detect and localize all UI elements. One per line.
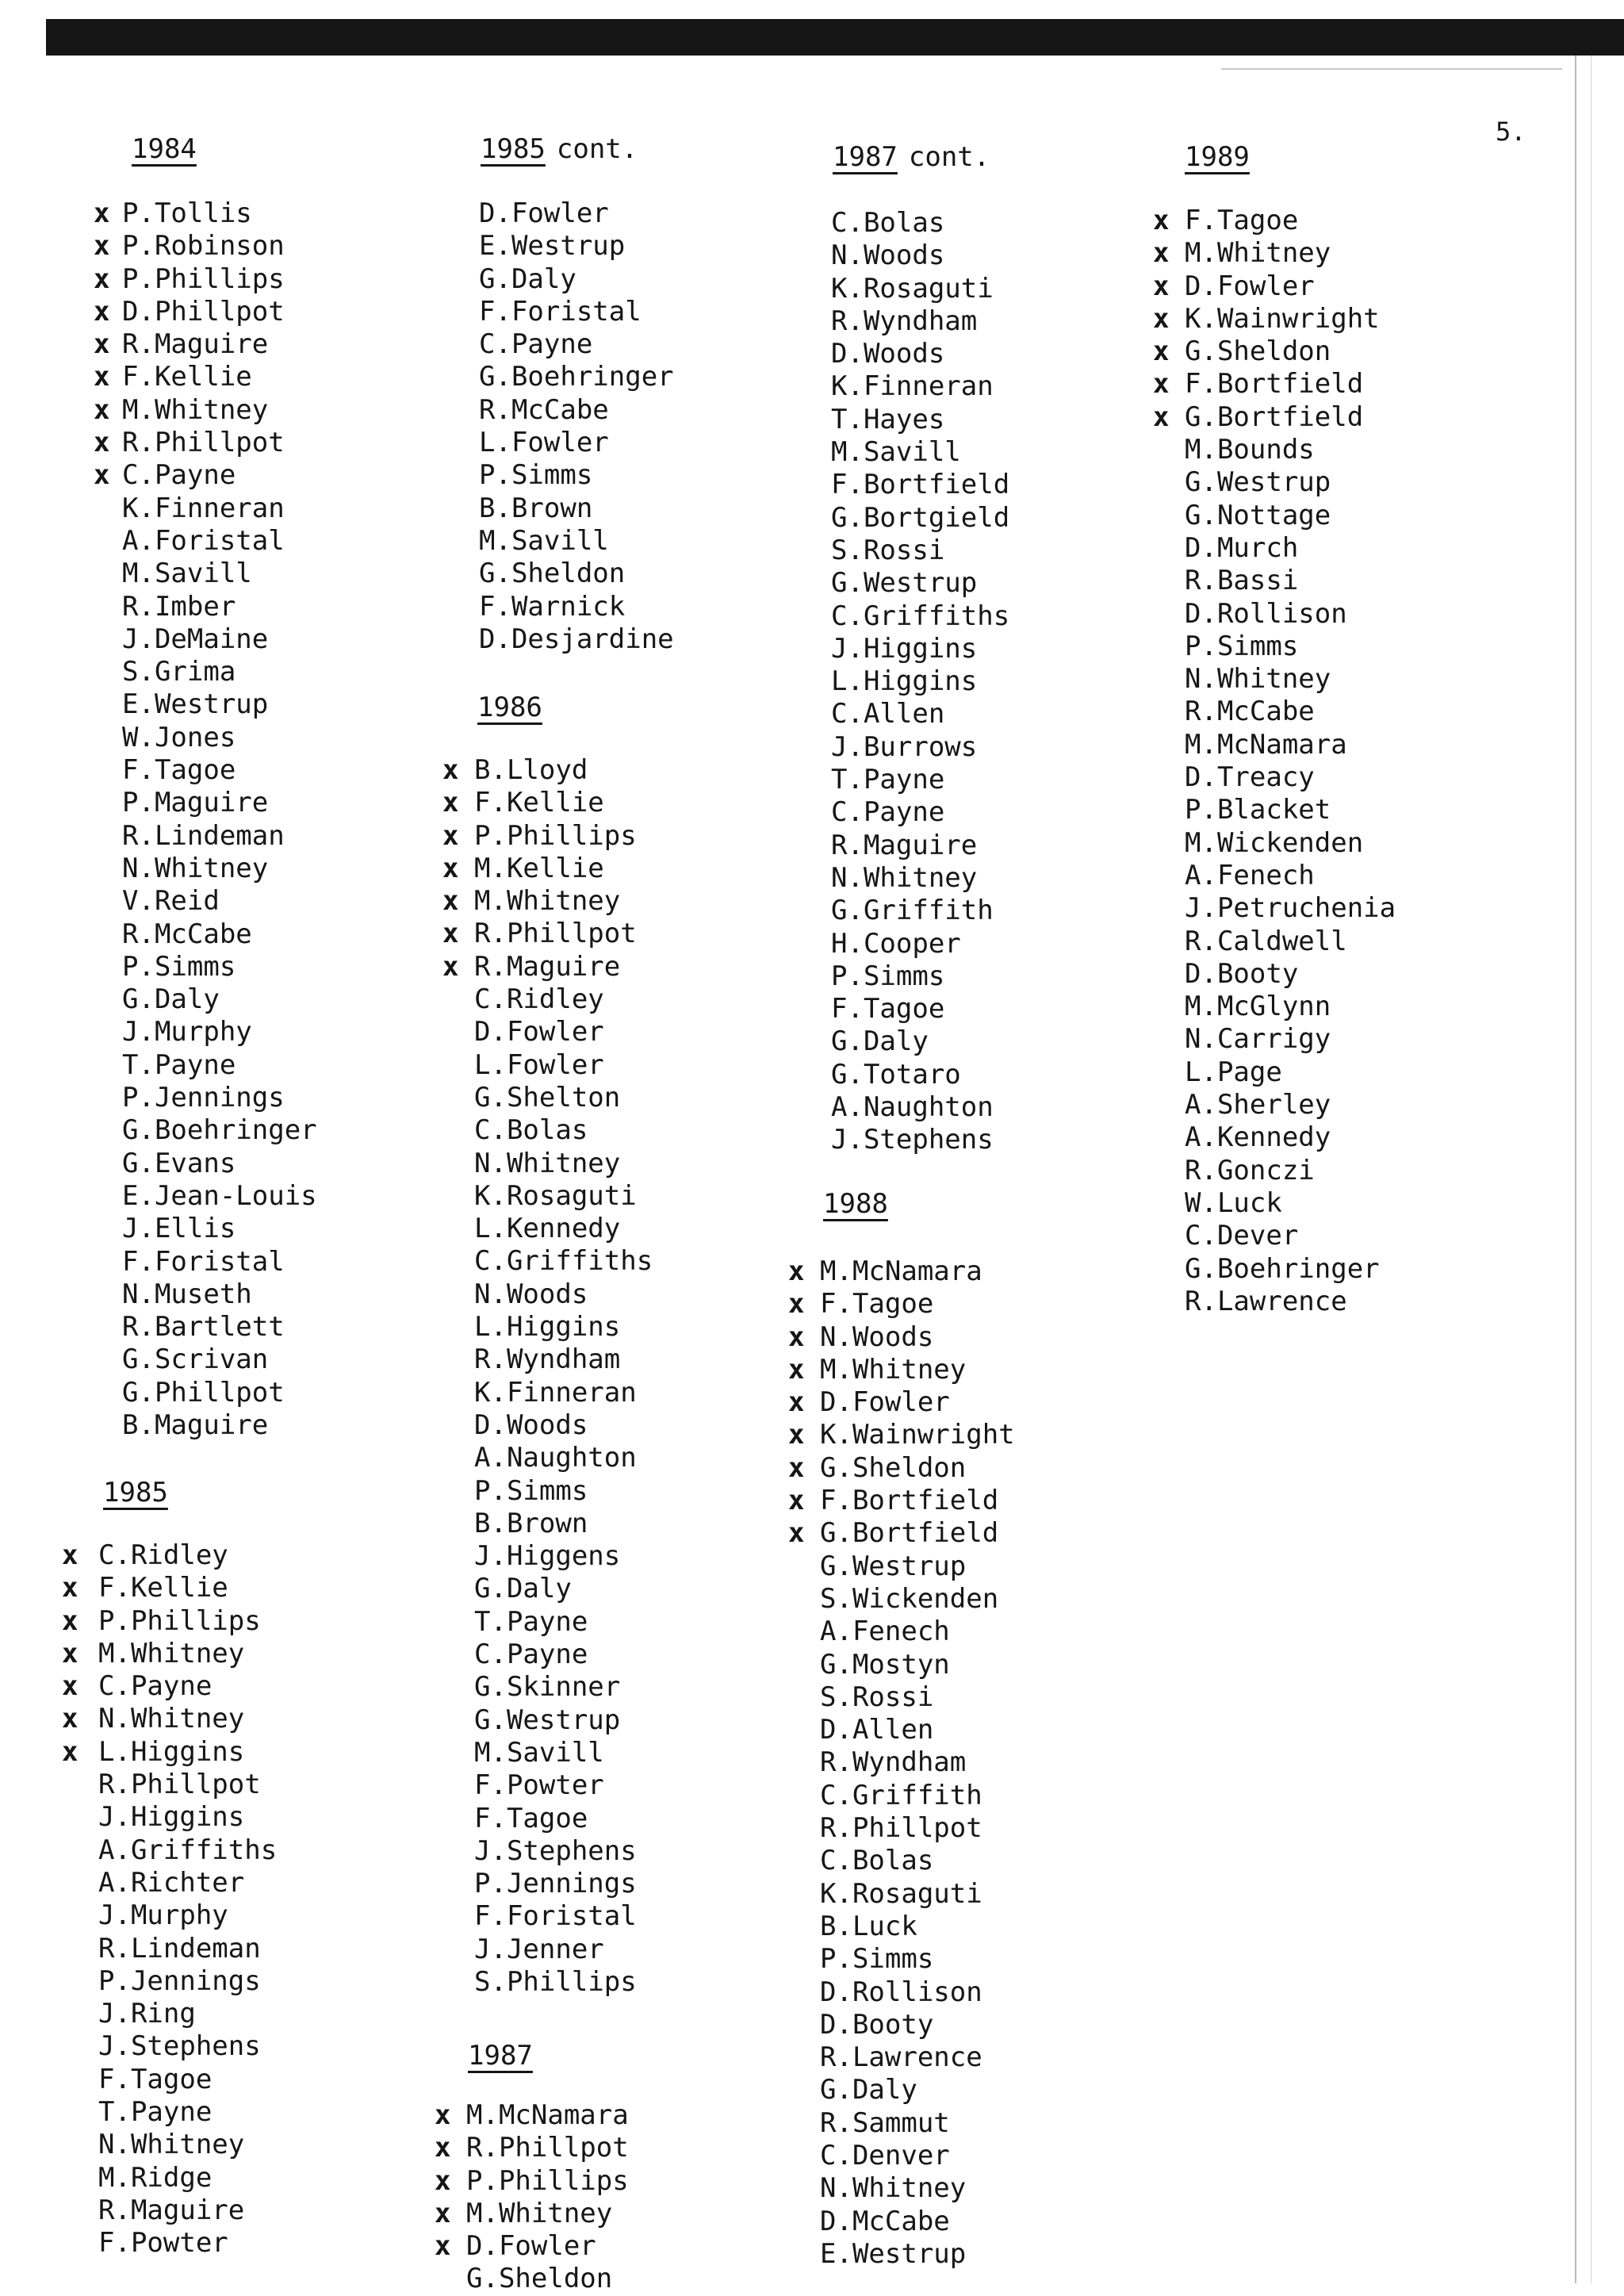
x-mark: x xyxy=(788,1485,805,1517)
member-name: S.Wickenden xyxy=(820,1582,999,1615)
member-name: F.Kellie xyxy=(122,361,252,393)
member-name: R.Phillpot xyxy=(820,1812,982,1845)
member-name: J.DeMaine xyxy=(122,623,269,655)
member-name: D.Woods xyxy=(474,1409,588,1441)
x-mark: x xyxy=(94,328,110,361)
member-name: D.Fowler xyxy=(474,1016,604,1048)
x-mark: x xyxy=(62,1735,79,1768)
member-name: L.Higgins xyxy=(98,1735,245,1768)
member-name: F.Foristal xyxy=(474,1900,637,1933)
member-name: K.Rosaguti xyxy=(474,1179,637,1212)
member-name: R.Gonczi xyxy=(1185,1154,1315,1186)
member-name: G.Westrup xyxy=(831,567,978,600)
x-mark: x xyxy=(435,2197,451,2229)
member-name: C.Ridley xyxy=(474,983,604,1016)
member-name: K.Finneran xyxy=(122,492,285,524)
member-name: R.Lindeman xyxy=(122,819,285,852)
x-mark: x xyxy=(94,393,110,426)
member-name: F.Warnick xyxy=(479,590,626,623)
member-name: C.Denver xyxy=(820,2140,950,2172)
member-name: D.Desjardine xyxy=(479,623,674,655)
x-mark: x xyxy=(788,1320,805,1353)
x-mark: x xyxy=(62,1670,79,1703)
member-name: G.Mostyn xyxy=(820,1648,950,1681)
member-name: D.Fowler xyxy=(820,1386,950,1419)
member-name: G.Griffith xyxy=(831,895,994,927)
year-label: 1984 xyxy=(132,133,197,165)
member-name: F.Tagoe xyxy=(820,1288,934,1320)
x-mark: x xyxy=(788,1288,805,1320)
member-name: M.Savill xyxy=(474,1736,604,1769)
member-name: J.Burrows xyxy=(831,730,978,763)
member-name: R.Maguire xyxy=(474,950,621,983)
member-name: J.Murphy xyxy=(122,1016,252,1048)
member-name: R.Wyndham xyxy=(820,1746,967,1779)
member-name: R.Maguire xyxy=(831,829,978,861)
x-mark: x xyxy=(435,2132,451,2164)
member-name: R.Maguire xyxy=(122,328,269,361)
x-mark: x xyxy=(442,885,459,918)
member-name: A.Richter xyxy=(98,1866,245,1899)
x-mark: x xyxy=(94,459,110,492)
member-name: R.McCabe xyxy=(122,918,252,950)
member-name: M.Ridge xyxy=(98,2161,213,2194)
member-name: M.McGlynn xyxy=(1185,991,1331,1023)
year-label: 1987 xyxy=(468,2040,533,2072)
member-name: G.Totaro xyxy=(831,1058,961,1091)
year-heading xyxy=(468,2040,533,2072)
x-mark: x xyxy=(442,754,459,786)
member-name: G.Nottage xyxy=(1185,499,1331,531)
member-name: C.Bolas xyxy=(831,207,945,239)
member-name: C.Payne xyxy=(98,1670,213,1703)
member-name: S.Rossi xyxy=(831,534,945,566)
member-name: M.Whitney xyxy=(98,1637,245,1669)
member-name: G.Bortfield xyxy=(1185,401,1364,433)
scan-smudge xyxy=(1221,68,1562,70)
member-name: R.Phillpot xyxy=(466,2132,629,2164)
member-name: P.Phillips xyxy=(466,2164,629,2197)
member-name: K.Finneran xyxy=(474,1376,637,1409)
year-label: 1988 xyxy=(823,1188,888,1220)
year-heading xyxy=(823,1188,888,1220)
member-name: D.Woods xyxy=(831,338,945,370)
member-name: F.Tagoe xyxy=(1185,205,1299,236)
member-name: N.Museth xyxy=(122,1278,252,1310)
member-name: C.Ridley xyxy=(98,1539,228,1571)
member-name: T.Hayes xyxy=(831,403,945,435)
member-name: R.Maguire xyxy=(98,2194,245,2226)
member-name: W.Jones xyxy=(122,721,236,753)
member-name: J.Stephens xyxy=(98,2030,261,2063)
member-name: G.Sheldon xyxy=(1185,335,1331,368)
member-name: D.Booty xyxy=(820,2008,934,2041)
member-name: N.Whitney xyxy=(98,2129,245,2161)
member-name: G.Boehringer xyxy=(122,1114,317,1147)
member-name: B.Luck xyxy=(820,1910,917,1942)
member-name: F.Kellie xyxy=(98,1572,228,1604)
member-name: B.Lloyd xyxy=(474,754,588,786)
member-name: G.Daly xyxy=(820,2074,917,2106)
continued-label: cont. xyxy=(908,141,990,173)
member-name: L.Page xyxy=(1185,1056,1282,1088)
member-name: V.Reid xyxy=(122,885,220,918)
member-name: J.Stephens xyxy=(474,1834,637,1867)
member-name: M.Whitney xyxy=(122,393,269,426)
member-name: B.Brown xyxy=(474,1507,588,1539)
member-name: L.Fowler xyxy=(479,427,609,459)
member-name: D.Fowler xyxy=(1185,270,1315,302)
member-name: M.McNamara xyxy=(1185,728,1347,761)
member-name: C.Payne xyxy=(479,328,593,361)
member-name: E.Jean-Louis xyxy=(122,1179,317,1212)
member-name: A.Griffiths xyxy=(98,1834,278,1866)
member-name: F.Bortfield xyxy=(1185,368,1364,401)
member-name: F.Kellie xyxy=(474,787,604,819)
member-name: N.Whitney xyxy=(831,861,978,894)
year-heading xyxy=(481,133,638,165)
member-name: M.Savill xyxy=(831,436,961,469)
member-name: G.Sheldon xyxy=(820,1451,967,1484)
member-name: M.Whitney xyxy=(820,1353,967,1386)
member-name: F.Foristal xyxy=(122,1245,285,1278)
member-name: T.Payne xyxy=(831,764,945,796)
member-name: A.Kennedy xyxy=(1185,1121,1331,1154)
member-name: D.Fowler xyxy=(466,2230,596,2263)
x-mark: x xyxy=(788,1451,805,1484)
member-name: C.Dever xyxy=(1185,1220,1299,1252)
member-name: L.Fowler xyxy=(474,1048,604,1081)
x-mark: x xyxy=(94,197,110,229)
x-mark: x xyxy=(1153,302,1170,335)
member-name: D.McCabe xyxy=(820,2205,950,2237)
x-mark: x xyxy=(442,787,459,819)
member-name: W.Luck xyxy=(1185,1186,1282,1219)
x-mark: x xyxy=(1153,368,1170,401)
x-mark: x xyxy=(62,1539,79,1571)
page-edge xyxy=(1575,56,1591,2283)
member-name: F.Powter xyxy=(98,2227,228,2260)
member-name: E.Westrup xyxy=(479,230,626,263)
x-mark: x xyxy=(788,1419,805,1451)
member-name: P.Tollis xyxy=(122,197,252,229)
x-mark: x xyxy=(94,427,110,459)
member-name: G.Daly xyxy=(831,1025,929,1058)
x-mark: x xyxy=(62,1604,79,1637)
member-name: R.Bartlett xyxy=(122,1311,285,1343)
year-heading xyxy=(103,1477,168,1508)
member-name: N.Woods xyxy=(474,1278,588,1310)
member-name: N.Whitney xyxy=(122,852,269,884)
x-mark: x xyxy=(788,1386,805,1419)
year-heading xyxy=(477,692,542,723)
member-name: A.Fenech xyxy=(1185,859,1315,891)
x-mark: x xyxy=(788,1517,805,1550)
member-name: T.Payne xyxy=(474,1605,588,1638)
member-name: M.Bounds xyxy=(1185,434,1315,466)
member-name: D.Allen xyxy=(820,1714,934,1746)
member-name: C.Payne xyxy=(474,1639,588,1671)
member-name: S.Rossi xyxy=(820,1681,934,1713)
member-name: M.McNamara xyxy=(466,2099,629,2131)
member-name: F.Powter xyxy=(474,1769,604,1802)
member-name: G.Westrup xyxy=(1185,466,1331,499)
member-name: M.Kellie xyxy=(474,852,604,884)
member-name: P.Jennings xyxy=(122,1082,285,1114)
member-name: C.Payne xyxy=(122,459,236,492)
member-name: N.Whitney xyxy=(474,1147,621,1179)
member-name: N.Whitney xyxy=(1185,663,1331,696)
member-name: R.Imber xyxy=(122,590,236,623)
member-name: G.Daly xyxy=(479,263,576,295)
member-name: P.Robinson xyxy=(122,230,285,263)
member-name: P.Simms xyxy=(474,1474,588,1507)
year-label: 1989 xyxy=(1185,141,1250,173)
scan-top-bar xyxy=(46,19,1624,56)
member-name: H.Cooper xyxy=(831,927,961,960)
member-name: L.Kennedy xyxy=(474,1213,621,1245)
member-name: R.Wyndham xyxy=(831,305,978,337)
member-name: G.Westrup xyxy=(820,1550,967,1582)
member-name: K.Finneran xyxy=(831,370,994,403)
member-name: C.Allen xyxy=(831,698,945,730)
member-name: P.Jennings xyxy=(98,1964,261,1997)
member-name: G.Westrup xyxy=(474,1704,621,1736)
member-name: C.Bolas xyxy=(474,1114,588,1147)
member-name: R.Phillpot xyxy=(474,918,637,950)
page-number: 5. xyxy=(1496,117,1526,147)
x-mark: x xyxy=(788,1255,805,1287)
year-heading xyxy=(833,141,990,173)
member-name: M.Whitney xyxy=(466,2197,613,2229)
member-name: G.Evans xyxy=(122,1147,236,1179)
year-label: 1986 xyxy=(477,692,542,723)
x-mark: x xyxy=(435,2099,451,2131)
member-name: N.Woods xyxy=(831,240,945,272)
member-name: M.Savill xyxy=(122,558,252,590)
member-name: L.Higgins xyxy=(831,665,978,698)
member-name: N.Woods xyxy=(820,1320,934,1353)
member-name: N.Whitney xyxy=(98,1703,245,1735)
member-name: P.Simms xyxy=(820,1943,934,1976)
continued-label: cont. xyxy=(556,133,638,165)
member-name: S.Grima xyxy=(122,656,236,688)
x-mark: x xyxy=(94,361,110,393)
member-name: P.Phillips xyxy=(98,1604,261,1637)
member-name: D.Phillpot xyxy=(122,295,285,328)
member-name: D.Fowler xyxy=(479,197,609,229)
member-name: D.Murch xyxy=(1185,531,1299,564)
member-name: B.Brown xyxy=(479,492,593,524)
member-name: J.Petruchenia xyxy=(1185,892,1396,925)
member-name: C.Griffith xyxy=(820,1779,982,1811)
member-name: P.Maguire xyxy=(122,787,269,819)
member-name: R.Caldwell xyxy=(1185,925,1347,957)
x-mark: x xyxy=(94,263,110,295)
x-mark: x xyxy=(94,295,110,328)
member-name: M.McNamara xyxy=(820,1255,982,1287)
member-name: R.Lawrence xyxy=(820,2041,982,2074)
member-name: F.Tagoe xyxy=(122,754,236,787)
member-name: P.Simms xyxy=(122,950,236,983)
x-mark: x xyxy=(94,230,110,263)
x-mark: x xyxy=(435,2230,451,2263)
x-mark: x xyxy=(1153,205,1170,236)
member-name: A.Sherley xyxy=(1185,1089,1331,1121)
member-name: F.Tagoe xyxy=(98,2063,213,2095)
member-name: M.Savill xyxy=(479,524,609,557)
year-heading xyxy=(1185,141,1250,173)
member-name: G.Sheldon xyxy=(466,2263,613,2295)
member-name: F.Tagoe xyxy=(474,1802,588,1834)
member-name: C.Payne xyxy=(831,796,945,829)
member-name: M.Whitney xyxy=(474,885,621,918)
member-name: R.Bassi xyxy=(1185,565,1299,597)
year-label: 1987 xyxy=(833,141,898,173)
member-name: P.Phillips xyxy=(122,263,285,295)
member-name: J.Jenner xyxy=(474,1933,604,1965)
member-name: P.Simms xyxy=(479,459,593,492)
x-mark: x xyxy=(788,1353,805,1386)
member-name: R.Wyndham xyxy=(474,1343,621,1376)
x-mark: x xyxy=(1153,237,1170,270)
member-name: K.Rosaguti xyxy=(831,272,994,305)
member-name: G.Sheldon xyxy=(479,558,626,590)
member-name: G.Boehringer xyxy=(1185,1252,1380,1285)
member-name: R.Phillpot xyxy=(122,427,285,459)
member-name: J.Higgins xyxy=(831,632,978,665)
x-mark: x xyxy=(62,1572,79,1604)
member-name: F.Bortfield xyxy=(820,1485,999,1517)
member-name: F.Foristal xyxy=(479,295,642,328)
member-name: C.Griffiths xyxy=(474,1245,653,1278)
member-name: L.Higgins xyxy=(474,1311,621,1343)
member-name: J.Ellis xyxy=(122,1213,236,1245)
member-name: F.Tagoe xyxy=(831,993,945,1025)
member-name: M.Whitney xyxy=(1185,237,1331,270)
member-name: A.Naughton xyxy=(831,1091,994,1124)
member-name: G.Boehringer xyxy=(479,361,674,393)
member-name: R.Lawrence xyxy=(1185,1285,1347,1317)
member-name: A.Fenech xyxy=(820,1616,950,1648)
x-mark: x xyxy=(442,819,459,852)
member-name: G.Daly xyxy=(474,1573,572,1605)
year-label: 1985 xyxy=(103,1477,168,1508)
member-name: M.Wickenden xyxy=(1185,826,1364,859)
member-name: D.Rollison xyxy=(1185,597,1347,630)
member-name: J.Higgens xyxy=(474,1540,621,1573)
member-name: P.Simms xyxy=(1185,630,1299,662)
x-mark: x xyxy=(442,950,459,983)
member-name: F.Bortfield xyxy=(831,469,1010,501)
member-name: C.Bolas xyxy=(820,1845,934,1877)
member-name: R.McCabe xyxy=(1185,696,1315,728)
x-mark: x xyxy=(1153,335,1170,368)
x-mark: x xyxy=(62,1703,79,1735)
x-mark: x xyxy=(62,1637,79,1669)
member-name: T.Payne xyxy=(122,1048,236,1081)
x-mark: x xyxy=(1153,270,1170,302)
member-name: S.Phillips xyxy=(474,1965,637,1998)
member-name: E.Westrup xyxy=(820,2237,967,2270)
member-name: N.Carrigy xyxy=(1185,1023,1331,1056)
member-name: G.Skinner xyxy=(474,1671,621,1704)
member-name: K.Wainwright xyxy=(1185,302,1380,335)
year-heading xyxy=(132,133,197,165)
member-name: E.Westrup xyxy=(122,688,269,721)
member-name: B.Maguire xyxy=(122,1409,269,1441)
member-name: R.McCabe xyxy=(479,393,609,426)
member-name: T.Payne xyxy=(98,2096,213,2129)
member-name: J.Higgins xyxy=(98,1801,245,1834)
member-name: R.Lindeman xyxy=(98,1932,261,1964)
member-name: P.Phillips xyxy=(474,819,637,852)
member-name: P.Simms xyxy=(831,960,945,992)
member-name: R.Phillpot xyxy=(98,1769,261,1801)
member-name: D.Rollison xyxy=(820,1976,982,2008)
member-name: D.Booty xyxy=(1185,957,1299,990)
member-name: K.Rosaguti xyxy=(820,1877,982,1910)
member-name: K.Wainwright xyxy=(820,1419,1015,1451)
member-name: A.Naughton xyxy=(474,1442,637,1474)
member-name: P.Jennings xyxy=(474,1868,637,1900)
member-name: J.Murphy xyxy=(98,1899,228,1932)
x-mark: x xyxy=(1153,401,1170,433)
x-mark: x xyxy=(435,2164,451,2197)
x-mark: x xyxy=(442,918,459,950)
member-name: A.Foristal xyxy=(122,524,285,557)
member-name: R.Sammut xyxy=(820,2106,950,2139)
member-name: G.Scrivan xyxy=(122,1343,269,1376)
member-name: G.Daly xyxy=(122,983,220,1016)
member-name: P.Blacket xyxy=(1185,794,1331,826)
member-name: G.Shelton xyxy=(474,1081,621,1114)
member-name: G.Bortfield xyxy=(820,1517,999,1550)
year-label: 1985 xyxy=(481,133,546,165)
member-name: N.Whitney xyxy=(820,2172,967,2205)
member-name: J.Stephens xyxy=(831,1124,994,1156)
member-name: G.Phillpot xyxy=(122,1376,285,1409)
x-mark: x xyxy=(442,852,459,884)
member-name: C.Griffiths xyxy=(831,600,1010,632)
member-name: D.Treacy xyxy=(1185,761,1315,794)
member-name: J.Ring xyxy=(98,1998,196,2030)
member-name: G.Bortgield xyxy=(831,501,1010,534)
